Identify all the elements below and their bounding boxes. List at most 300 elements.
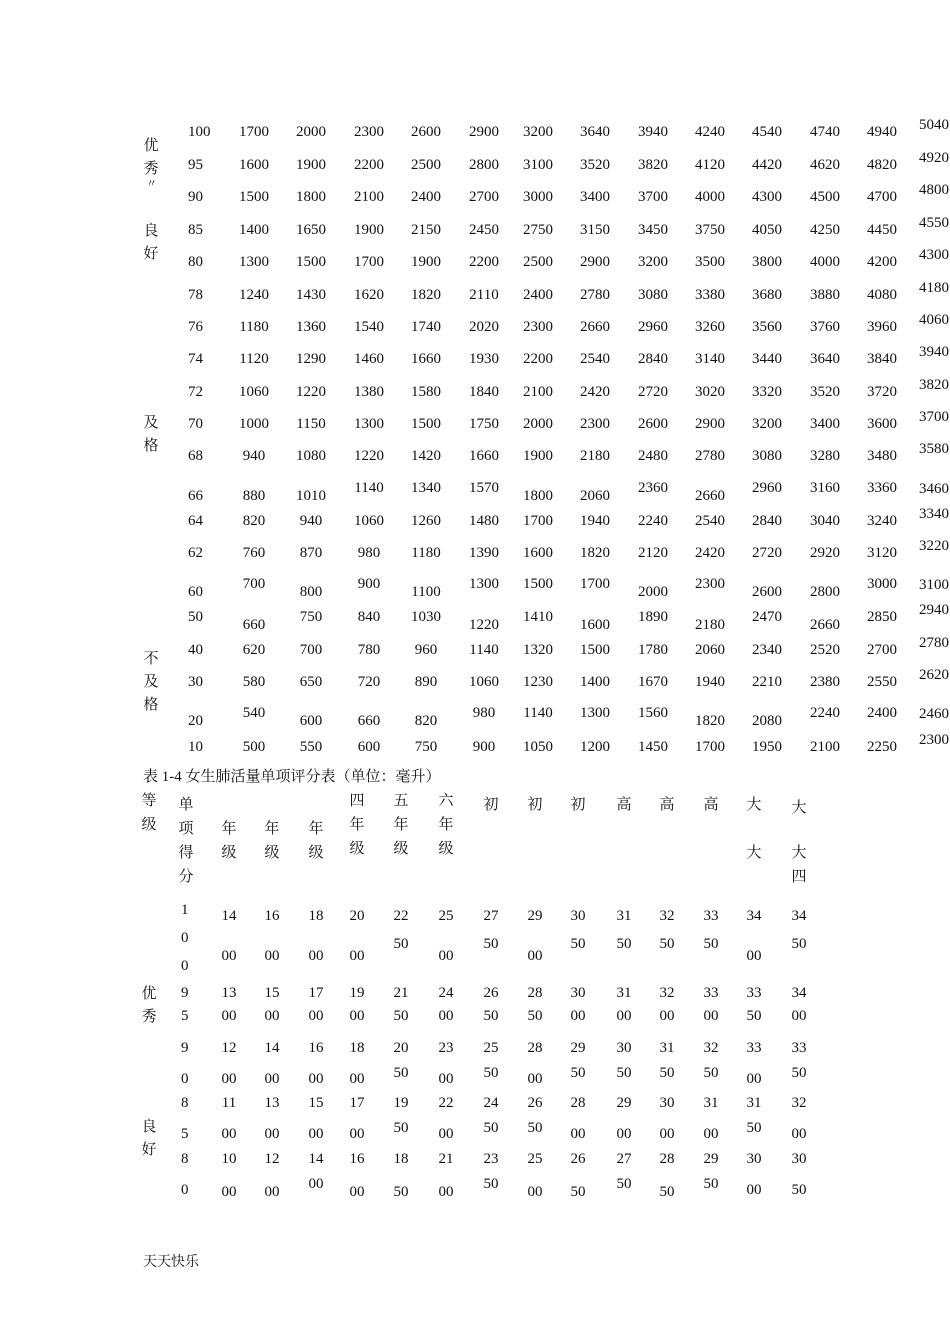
value-cell: 2540 — [695, 513, 725, 529]
grade-mark: 〃 — [146, 178, 157, 190]
value-cell: 30 50 — [570, 908, 586, 952]
value-cell: 24 50 — [483, 1095, 499, 1136]
value-cell: 3450 — [638, 222, 668, 238]
value-cell: 660 — [242, 617, 266, 633]
value-cell: 3840 — [867, 351, 897, 367]
score-cell: 30 — [188, 674, 203, 690]
value-cell: 33 50 — [703, 908, 719, 952]
value-cell: 2920 — [810, 545, 840, 561]
value-cell: 3940 — [919, 344, 949, 360]
value-cell: 1230 — [523, 674, 553, 690]
value-cell: 4820 — [867, 157, 897, 173]
value-cell: 3940 — [638, 124, 668, 140]
value-cell: 1300 — [469, 576, 499, 592]
value-cell: 32 50 — [659, 908, 675, 952]
value-cell: 2000 — [638, 584, 668, 600]
value-cell: 4450 — [867, 222, 897, 238]
value-cell: 3520 — [580, 157, 610, 173]
value-cell: 1180 — [239, 319, 269, 335]
header-column: 初 — [570, 797, 586, 813]
value-cell: 1840 — [469, 384, 499, 400]
value-cell: 2780 — [919, 635, 949, 651]
header-column: 初 — [483, 797, 499, 813]
value-cell: 1140 — [469, 642, 499, 658]
value-cell: 2420 — [580, 384, 610, 400]
value-cell: 2960 — [638, 319, 668, 335]
value-cell: 780 — [357, 642, 381, 658]
value-cell: 1420 — [411, 448, 441, 464]
value-cell: 3580 — [919, 441, 949, 457]
value-cell: 4620 — [810, 157, 840, 173]
value-cell: 3360 — [867, 480, 897, 496]
value-cell: 3100 — [523, 157, 553, 173]
value-cell: 2080 — [752, 713, 782, 729]
value-cell: 580 — [242, 674, 266, 690]
value-cell: 660 — [357, 713, 381, 729]
score-cell: 8 5 — [181, 1095, 189, 1142]
value-cell: 16 00 — [308, 1040, 324, 1087]
value-cell: 2360 — [638, 480, 668, 496]
value-cell: 26 50 — [570, 1151, 586, 1200]
value-cell: 2900 — [580, 254, 610, 270]
value-cell: 3960 — [867, 319, 897, 335]
value-cell: 960 — [414, 642, 438, 658]
value-cell: 2340 — [752, 642, 782, 658]
score-cell: 9 5 — [181, 985, 189, 1024]
value-cell: 4180 — [919, 280, 949, 296]
value-cell: 3040 — [810, 513, 840, 529]
value-cell: 4250 — [810, 222, 840, 238]
value-cell: 2900 — [469, 124, 499, 140]
value-cell: 1660 — [469, 448, 499, 464]
header-column: 高 — [616, 797, 632, 813]
value-cell: 900 — [472, 739, 496, 755]
value-cell: 4240 — [695, 124, 725, 140]
value-cell: 1450 — [638, 739, 668, 755]
value-cell: 20 00 — [349, 908, 365, 964]
value-cell: 4000 — [810, 254, 840, 270]
value-cell: 3880 — [810, 287, 840, 303]
value-cell: 1560 — [638, 705, 668, 721]
value-cell: 1180 — [411, 545, 441, 561]
score-cell: 40 — [188, 642, 203, 658]
value-cell: 3520 — [810, 384, 840, 400]
score-cell: 85 — [188, 222, 203, 238]
value-cell: 14 00 — [221, 908, 237, 964]
header-column: 大 — [791, 800, 807, 816]
grade-label: 不 及 格 — [143, 651, 159, 713]
value-cell: 2800 — [810, 584, 840, 600]
value-cell: 2600 — [752, 584, 782, 600]
value-cell: 34 00 — [746, 908, 762, 964]
value-cell: 3760 — [810, 319, 840, 335]
value-cell: 3000 — [867, 576, 897, 592]
value-cell: 1300 — [354, 416, 384, 432]
value-cell: 3320 — [752, 384, 782, 400]
score-cell: 60 — [188, 584, 203, 600]
value-cell: 2660 — [695, 488, 725, 504]
value-cell: 12 00 — [264, 1151, 280, 1200]
value-cell: 4700 — [867, 189, 897, 205]
value-cell: 33 00 — [746, 1040, 762, 1087]
value-cell: 4500 — [810, 189, 840, 205]
value-cell: 3800 — [752, 254, 782, 270]
value-cell: 3820 — [919, 377, 949, 393]
value-cell: 900 — [357, 576, 381, 592]
value-cell: 890 — [414, 674, 438, 690]
value-cell: 14 00 — [308, 1151, 324, 1192]
value-cell: 22 00 — [438, 1095, 454, 1142]
header-grade: 等 级 — [141, 793, 157, 833]
value-cell: 1820 — [411, 287, 441, 303]
value-cell: 2100 — [523, 384, 553, 400]
value-cell: 29 00 — [616, 1095, 632, 1142]
value-cell: 25 00 — [438, 908, 454, 964]
value-cell: 940 — [299, 513, 323, 529]
value-cell: 18 50 — [393, 1151, 409, 1200]
value-cell: 2660 — [580, 319, 610, 335]
value-cell: 2400 — [411, 189, 441, 205]
value-cell: 28 00 — [527, 1040, 543, 1087]
value-cell: 3750 — [695, 222, 725, 238]
value-cell: 2210 — [752, 674, 782, 690]
value-cell: 2110 — [469, 287, 499, 303]
value-cell: 1300 — [580, 705, 610, 721]
value-cell: 2300 — [580, 416, 610, 432]
value-cell: 11 00 — [221, 1095, 237, 1142]
value-cell: 540 — [242, 705, 266, 721]
value-cell: 33 50 — [791, 1040, 807, 1081]
value-cell: 29 50 — [703, 1151, 719, 1192]
value-cell: 2400 — [867, 705, 897, 721]
value-cell: 3400 — [810, 416, 840, 432]
value-cell: 31 50 — [616, 908, 632, 952]
value-cell: 2780 — [580, 287, 610, 303]
value-cell: 16 00 — [264, 908, 280, 964]
value-cell: 1300 — [239, 254, 269, 270]
score-cell: 95 — [188, 157, 203, 173]
value-cell: 33 50 — [746, 985, 762, 1024]
value-cell: 2380 — [810, 674, 840, 690]
value-cell: 1030 — [411, 609, 441, 625]
value-cell: 4540 — [752, 124, 782, 140]
header-column: 年 级 — [264, 821, 280, 861]
value-cell: 2200 — [469, 254, 499, 270]
value-cell: 1140 — [354, 480, 384, 496]
value-cell: 2850 — [867, 609, 897, 625]
value-cell: 1540 — [354, 319, 384, 335]
value-cell: 2180 — [580, 448, 610, 464]
value-cell: 2060 — [695, 642, 725, 658]
value-cell: 1750 — [469, 416, 499, 432]
value-cell: 1650 — [296, 222, 326, 238]
value-cell: 820 — [414, 713, 438, 729]
value-cell: 1940 — [695, 674, 725, 690]
value-cell: 5040 — [919, 117, 949, 133]
value-cell: 3150 — [580, 222, 610, 238]
value-cell: 2300 — [354, 124, 384, 140]
score-cell: 78 — [188, 287, 203, 303]
value-cell: 1600 — [239, 157, 269, 173]
value-cell: 26 50 — [483, 985, 499, 1024]
value-cell: 2700 — [867, 642, 897, 658]
value-cell: 2940 — [919, 602, 949, 618]
score-cell: 10 — [188, 739, 203, 755]
value-cell: 1080 — [296, 448, 326, 464]
value-cell: 3200 — [523, 124, 553, 140]
value-cell: 13 00 — [264, 1095, 280, 1142]
value-cell: 3080 — [752, 448, 782, 464]
score-cell: 1 0 0 — [181, 902, 189, 974]
score-cell: 80 — [188, 254, 203, 270]
grade-label: 及 格 — [143, 415, 159, 454]
value-cell: 2420 — [695, 545, 725, 561]
value-cell: 3220 — [919, 538, 949, 554]
value-cell: 3280 — [810, 448, 840, 464]
value-cell: 2550 — [867, 674, 897, 690]
value-cell: 2180 — [695, 617, 725, 633]
value-cell: 3640 — [580, 124, 610, 140]
value-cell: 2240 — [810, 705, 840, 721]
value-cell: 1500 — [411, 416, 441, 432]
value-cell: 31 50 — [746, 1095, 762, 1136]
value-cell: 2240 — [638, 513, 668, 529]
value-cell: 1800 — [296, 189, 326, 205]
value-cell: 1120 — [239, 351, 269, 367]
header-column: 五 年 级 — [393, 793, 409, 857]
value-cell: 3460 — [919, 481, 949, 497]
value-cell: 1580 — [411, 384, 441, 400]
value-cell: 2600 — [411, 124, 441, 140]
value-cell: 3200 — [638, 254, 668, 270]
value-cell: 2000 — [523, 416, 553, 432]
value-cell: 3680 — [752, 287, 782, 303]
value-cell: 2720 — [752, 545, 782, 561]
value-cell: 620 — [242, 642, 266, 658]
value-cell: 2800 — [469, 157, 499, 173]
header-score: 单 项 得 分 — [178, 797, 194, 885]
value-cell: 700 — [242, 576, 266, 592]
value-cell: 25 50 — [483, 1040, 499, 1081]
value-cell: 1800 — [523, 488, 553, 504]
value-cell: 1260 — [411, 513, 441, 529]
value-cell: 1010 — [296, 488, 326, 504]
value-cell: 2200 — [523, 351, 553, 367]
value-cell: 940 — [242, 448, 266, 464]
value-cell: 2840 — [752, 513, 782, 529]
value-cell: 1500 — [239, 189, 269, 205]
value-cell: 2500 — [523, 254, 553, 270]
value-cell: 23 50 — [483, 1151, 499, 1192]
value-cell: 1820 — [580, 545, 610, 561]
value-cell: 1700 — [354, 254, 384, 270]
value-cell: 26 50 — [527, 1095, 543, 1136]
value-cell: 1390 — [469, 545, 499, 561]
score-cell: 66 — [188, 488, 203, 504]
value-cell: 31 00 — [616, 985, 632, 1024]
value-cell: 720 — [357, 674, 381, 690]
score-cell: 74 — [188, 351, 203, 367]
value-cell: 3100 — [919, 577, 949, 593]
value-cell: 2620 — [919, 667, 949, 683]
value-cell: 2120 — [638, 545, 668, 561]
value-cell: 3480 — [867, 448, 897, 464]
value-cell: 1740 — [411, 319, 441, 335]
value-cell: 1700 — [523, 513, 553, 529]
value-cell: 2020 — [469, 319, 499, 335]
page-footer: 天天快乐 — [143, 1255, 199, 1270]
value-cell: 700 — [299, 642, 323, 658]
value-cell: 3500 — [695, 254, 725, 270]
value-cell: 17 00 — [308, 985, 324, 1024]
value-cell: 2780 — [695, 448, 725, 464]
score-cell: 8 0 — [181, 1151, 189, 1198]
header-column: 四 年 级 — [349, 793, 365, 857]
score-cell: 100 — [188, 124, 211, 140]
value-cell: 3820 — [638, 157, 668, 173]
value-cell: 3000 — [523, 189, 553, 205]
value-cell: 1100 — [411, 584, 441, 600]
value-cell: 820 — [242, 513, 266, 529]
header-column: 高 — [659, 797, 675, 813]
value-cell: 4060 — [919, 312, 949, 328]
value-cell: 840 — [357, 609, 381, 625]
value-cell: 1400 — [580, 674, 610, 690]
value-cell: 3440 — [752, 351, 782, 367]
table-caption: 表 1-4 女生肺活量单项评分表（单位：毫升） — [143, 769, 441, 785]
score-cell: 70 — [188, 416, 203, 432]
value-cell: 1600 — [580, 617, 610, 633]
score-cell: 50 — [188, 609, 203, 625]
value-cell: 1360 — [296, 319, 326, 335]
value-cell: 1220 — [296, 384, 326, 400]
value-cell: 1430 — [296, 287, 326, 303]
value-cell: 28 50 — [527, 985, 543, 1024]
value-cell: 1500 — [296, 254, 326, 270]
value-cell: 2150 — [411, 222, 441, 238]
value-cell: 1600 — [523, 545, 553, 561]
value-cell: 12 00 — [221, 1040, 237, 1087]
value-cell: 500 — [242, 739, 266, 755]
value-cell: 2600 — [638, 416, 668, 432]
value-cell: 1320 — [523, 642, 553, 658]
value-cell: 2200 — [354, 157, 384, 173]
score-cell: 90 — [188, 189, 203, 205]
value-cell: 1340 — [411, 480, 441, 496]
value-cell: 3200 — [752, 416, 782, 432]
value-cell: 1480 — [469, 513, 499, 529]
value-cell: 1700 — [580, 576, 610, 592]
value-cell: 3260 — [695, 319, 725, 335]
value-cell: 2540 — [580, 351, 610, 367]
value-cell: 30 50 — [791, 1151, 807, 1198]
value-cell: 27 50 — [616, 1151, 632, 1192]
score-cell: 62 — [188, 545, 203, 561]
value-cell: 30 50 — [616, 1040, 632, 1081]
grade-label: 优 秀 — [141, 986, 157, 1025]
value-cell: 870 — [299, 545, 323, 561]
value-cell: 1500 — [523, 576, 553, 592]
value-cell: 980 — [357, 545, 381, 561]
value-cell: 1400 — [239, 222, 269, 238]
value-cell: 24 00 — [438, 985, 454, 1024]
score-cell: 9 0 — [181, 1040, 189, 1087]
value-cell: 3380 — [695, 287, 725, 303]
value-cell: 31 00 — [703, 1095, 719, 1142]
value-cell: 2900 — [695, 416, 725, 432]
value-cell: 1900 — [523, 448, 553, 464]
value-cell: 880 — [242, 488, 266, 504]
value-cell: 1060 — [354, 513, 384, 529]
value-cell: 1570 — [469, 480, 499, 496]
header-column: 年 级 — [308, 821, 324, 861]
value-cell: 2300 — [523, 319, 553, 335]
value-cell: 1890 — [638, 609, 668, 625]
value-cell: 19 50 — [393, 1095, 409, 1136]
value-cell: 1060 — [469, 674, 499, 690]
value-cell: 2500 — [411, 157, 441, 173]
value-cell: 4420 — [752, 157, 782, 173]
value-cell: 650 — [299, 674, 323, 690]
value-cell: 1150 — [296, 416, 326, 432]
value-cell: 32 50 — [703, 1040, 719, 1081]
value-cell: 4300 — [752, 189, 782, 205]
value-cell: 25 00 — [527, 1151, 543, 1200]
grade-label: 良 好 — [141, 1119, 157, 1158]
value-cell: 1200 — [580, 739, 610, 755]
value-cell: 4000 — [695, 189, 725, 205]
score-cell: 76 — [188, 319, 203, 335]
value-cell: 2480 — [638, 448, 668, 464]
value-cell: 2300 — [919, 732, 949, 748]
value-cell: 2300 — [695, 576, 725, 592]
value-cell: 2750 — [523, 222, 553, 238]
value-cell: 4120 — [695, 157, 725, 173]
value-cell: 1050 — [523, 739, 553, 755]
value-cell: 34 00 — [791, 985, 807, 1024]
value-cell: 14 00 — [264, 1040, 280, 1087]
value-cell: 32 00 — [659, 985, 675, 1024]
value-cell: 600 — [299, 713, 323, 729]
value-cell: 20 50 — [393, 1040, 409, 1081]
value-cell: 28 00 — [570, 1095, 586, 1142]
value-cell: 21 00 — [438, 1151, 454, 1200]
value-cell: 600 — [357, 739, 381, 755]
header-column: 高 — [703, 797, 719, 813]
score-cell: 68 — [188, 448, 203, 464]
value-cell: 15 00 — [264, 985, 280, 1024]
value-cell: 760 — [242, 545, 266, 561]
value-cell: 1410 — [523, 609, 553, 625]
value-cell: 4050 — [752, 222, 782, 238]
value-cell: 32 00 — [791, 1095, 807, 1142]
value-cell: 1670 — [638, 674, 668, 690]
value-cell: 550 — [299, 739, 323, 755]
value-cell: 33 00 — [703, 985, 719, 1024]
value-cell: 1900 — [296, 157, 326, 173]
value-cell: 2660 — [810, 617, 840, 633]
header-column: 大 — [746, 797, 762, 813]
value-cell: 3600 — [867, 416, 897, 432]
value-cell: 2100 — [354, 189, 384, 205]
value-cell: 1620 — [354, 287, 384, 303]
value-cell: 1500 — [580, 642, 610, 658]
value-cell: 28 50 — [659, 1151, 675, 1200]
value-cell: 27 50 — [483, 908, 499, 952]
grade-label: 良 好 — [143, 223, 159, 262]
value-cell: 21 50 — [393, 985, 409, 1024]
value-cell: 1820 — [695, 713, 725, 729]
